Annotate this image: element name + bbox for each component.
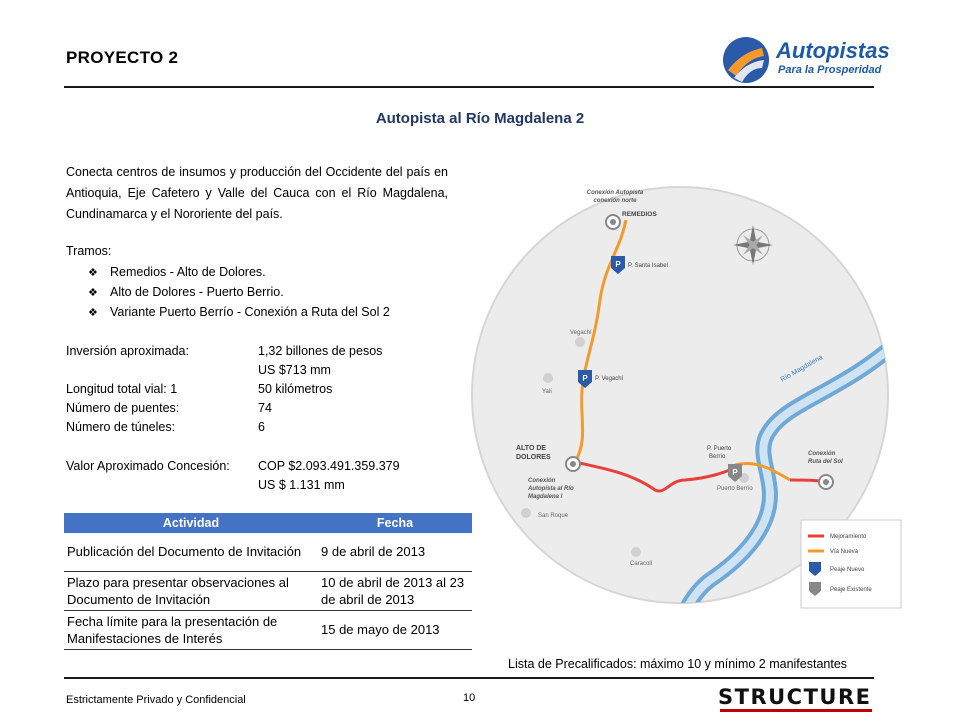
table-cell-actividad: Fecha límite para la presentación de Manifestaciones de Interés (64, 610, 318, 649)
table-cell-actividad: Plazo para presentar observaciones al Documento de Invitación (64, 571, 318, 610)
river-label: Río Magdalena (779, 353, 825, 384)
inversion-value-usd: US $713 mm (258, 363, 331, 377)
map-label: P. Santa Isabel (628, 263, 668, 269)
valor-label: Valor Aproximado Concesión: (66, 459, 230, 473)
tramo-item (88, 285, 284, 299)
structure-logo: STRUCTURE (718, 685, 872, 709)
map-label: P. Puerto (707, 446, 732, 452)
table-cell-fecha: 15 de mayo de 2013 (318, 610, 472, 649)
tramo-item (88, 305, 390, 319)
table-row (64, 571, 472, 610)
puentes-value: 74 (258, 401, 272, 415)
tramo-text: Variante Puerto Berrío - Conexión a Ruta del Sol 2 (110, 305, 390, 319)
map-label: Conexión (528, 478, 556, 484)
map-label-remedios: REMEDIOS (622, 211, 657, 218)
map-label: Conexión Autopista (586, 190, 644, 196)
structure-logo-underline (720, 709, 872, 712)
legend-label: Mejoramiento (830, 534, 867, 540)
top-divider (64, 86, 874, 88)
valor-value-usd: US $ 1.131 mm (258, 478, 345, 492)
valor-value: COP $2.093.491.359.379 (258, 459, 400, 473)
town-dot (543, 373, 553, 383)
page-number: 10 (463, 692, 476, 704)
town-dot (631, 547, 641, 557)
longitud-value: 50 kilómetros (258, 382, 333, 396)
page-title: PROYECTO 2 (66, 48, 179, 67)
activity-table (64, 513, 472, 650)
diamond-bullet-icon: ❖ (88, 267, 98, 279)
tramo-item (88, 265, 266, 279)
column-header-actividad: Actividad (64, 513, 318, 533)
inversion-label: Inversión aproximada: (66, 344, 189, 358)
town-dot (521, 508, 531, 518)
tramo-text: Remedios - Alto de Dolores. (110, 265, 266, 279)
map-label: conexión norte (593, 198, 637, 204)
diamond-bullet-icon: ❖ (88, 307, 98, 319)
table-row (64, 533, 472, 571)
legend-label: Peaje Existente (830, 587, 872, 593)
project-subtitle: Autopista al Río Magdalena 2 (375, 110, 585, 127)
longitud-label: Longitud total vial: 1 (66, 382, 178, 396)
table-cell-actividad: Publicación del Documento de Invitación (64, 533, 318, 571)
town-dot (575, 337, 585, 347)
project-description: Conecta centros de insumos y producción del Occidente del país en Antioquia, Eje Cafetero y Valle del Cauca con el Río Magdalena, Cundinamarca y el Nororiente del país. (66, 165, 448, 221)
precalificados-note: Lista de Precalificados: máximo 10 y mínimo 2 manifestantes (508, 657, 848, 671)
legend-label: Vía Nueva (830, 549, 859, 555)
inversion-value: 1,32 billones de pesos (258, 344, 383, 358)
svg-text:P: P (615, 260, 621, 269)
column-header-fecha: Fecha (318, 513, 472, 533)
logo-title: Autopistas (776, 38, 890, 63)
logo-subtitle: Para la Prosperidad (778, 64, 882, 76)
table-header-row (64, 513, 472, 533)
tuneles-value: 6 (258, 420, 265, 434)
map-label: San Roque (538, 513, 569, 519)
tuneles-label: Número de túneles: (66, 420, 176, 434)
map-label: Vegachí (570, 330, 592, 336)
map-legend (801, 520, 901, 608)
map-label: Magdalena I (528, 494, 563, 500)
route-map (470, 150, 910, 650)
puentes-label: Número de puentes: (66, 401, 180, 415)
map-label: Autopista al Río (528, 486, 574, 492)
bottom-divider (64, 677, 874, 679)
tramo-text: Alto de Dolores - Puerto Berrio. (110, 285, 284, 299)
tramos-label: Tramos: (66, 244, 112, 258)
map-label: Yalí (542, 389, 552, 395)
map-label-alto-dolores: DOLORES (516, 454, 551, 461)
map-label: Berrío (709, 454, 726, 460)
map-label: Conexión (808, 451, 836, 457)
svg-text:P: P (582, 374, 588, 383)
table-cell-fecha: 9 de abril de 2013 (318, 533, 472, 571)
map-label-alto-dolores: ALTO DE (516, 445, 547, 452)
map-label: P. Vegachí (595, 376, 624, 382)
confidential-notice: Estrictamente Privado y Confidencial (66, 694, 246, 706)
svg-text:P: P (732, 468, 738, 477)
table-row (64, 610, 472, 649)
diamond-bullet-icon: ❖ (88, 287, 98, 299)
map-label: Ruta del Sol (808, 459, 843, 465)
legend-label: Peaje Nuevo (830, 567, 865, 573)
table-cell-fecha: 10 de abril de 2013 al 23 de abril de 2013 (318, 571, 472, 610)
map-label: Puerto Berrío (717, 486, 753, 492)
map-label: Caracolí (630, 561, 653, 567)
